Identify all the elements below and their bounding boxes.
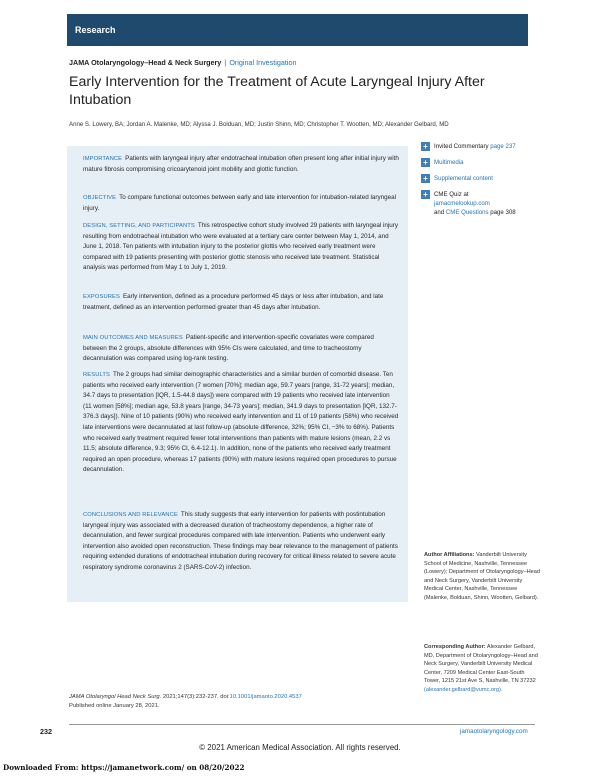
invited-commentary-label: Invited Commentary [434, 143, 489, 150]
supplemental-label[interactable]: Supplemental content [434, 175, 493, 182]
published-online: Published online January 28, 2021. [69, 703, 160, 709]
abstract-objective [83, 193, 399, 214]
invited-commentary-page-link[interactable]: page 237 [490, 143, 516, 150]
cme-label: CME Quiz at [434, 191, 469, 198]
corresponding-email-link[interactable]: (alexander.gelbard@vumc.org). [424, 686, 503, 693]
citation-details: 2021;147(3):232-237. doi: [162, 694, 230, 700]
affiliations-label: Author Affiliations: [424, 552, 475, 558]
abstract-box [67, 146, 408, 602]
journal-name: JAMA Otolaryngology–Head & Neck Surgery [69, 58, 222, 67]
article-title: Early Intervention for the Treatment of Acute Laryngeal Injury After Intubation [69, 74, 485, 108]
outcomes-heading: MAIN OUTCOMES AND MEASURES [83, 335, 183, 341]
conclusions-heading: CONCLUSIONS AND RELEVANCE [83, 512, 178, 518]
outcomes-text: Patient-specific and intervention-specific covariates were compared between the 2 groups, absolute differences with 95% CIs were calculated, and time to tracheostomy decannulation was compared using log-rank testing. [83, 334, 374, 363]
cme-and: and [434, 209, 445, 216]
page-number: 232 [40, 727, 52, 736]
author-affiliations [424, 551, 542, 603]
journal-site-link[interactable]: jamaotolaryngology.com [460, 728, 528, 735]
abstract-exposures [83, 292, 399, 313]
corresponding-label: Corresponding Author: [424, 644, 486, 650]
copyright-notice: © 2021 American Medical Association. All rights reserved. [199, 743, 401, 752]
exposures-heading: EXPOSURES [83, 294, 120, 300]
top-banner [0, 0, 600, 46]
cme-site-link[interactable]: jamacmelookup.com [434, 200, 490, 207]
abstract-results [83, 370, 399, 476]
importance-text: Patients with laryngeal injury after endotracheal intubation often present long after initial injury with mature fibrosis compromising cricoarytenoid joint mobility and glottic function. [83, 155, 399, 173]
journal-separator: | [224, 58, 227, 67]
download-stamp: Downloaded From: https://jamanetwork.com/ on 08/20/2022 [3, 763, 245, 772]
plus-icon: + [421, 158, 430, 167]
multimedia-label[interactable]: Multimedia [434, 159, 464, 166]
author-list: Anne S. Lowery, BA; Jordan A. Malenke, MD; Alyssa J. Bolduan, MD; Justin Shinn, MD; Christopher T. Wootten, MD; Alexander Gelbard, MD [69, 121, 449, 128]
corresponding-author [424, 643, 542, 695]
exposures-text: Early intervention, defined as a procedure performed 45 days or less after intubation, and late treatment, defined as an intervention performed greater than 45 days after intubation. [83, 293, 384, 311]
results-heading: RESULTS [83, 372, 111, 378]
results-text: The 2 groups had similar demographic characteristics and a similar burden of comorbid disease. Ten patients who received early intervention (7 women [70%]; median age, 59.7 years [range, 31-72 years]; median, 34.7 days to presentation [IQR, 1.5-44.8 days]) were compared with 19 patients who received late intervention (11 women [58%]; median age, 53.8 years [range, 34-73 years]; median, 341.9 days to presentation [IQR, 132.7-376.3 days]). Nine of 10 patients (90%) who received early intervention and 11 of 19 patients (58%) who received late interventions were decannulated at last follow-up (absolute difference, 32%; 95% CI, −3% to 68%). Patients who received early treatment required fewer total interventions than patients with mature lesions (mean, 2.2 vs 11.5; absolute difference, 9.3; 95% CI, 6.4-12.1). In addition, none of the patients who received early treatment required an open procedure, whereas 17 patients (90%) with mature lesions required open procedures to pursue decannulation. [83, 371, 399, 474]
plus-icon: + [421, 142, 430, 151]
design-text: This retrospective cohort study involved 29 patients with laryngeal injury resulting from endotracheal intubation who were evaluated at a tertiary care center between May 1, 2014, and June 1, 2018. Ten patients with intubation injury to the posterior glottis who received early treatment were compared with 19 patients presenting with posterior glottic stenosis who received late treatment. Statistical analysis was performed from May 1 to July 1, 2019. [83, 222, 399, 272]
affiliations-text: Vanderbilt University School of Medicine, Nashville, Tennessee (Lowery); Department of Otolaryngology–Head and Neck Surgery, Vanderbilt University Medical Center, Nashville, Tennessee (Malenke, Bolduan, Shinn, Wootten, Gelbard). [424, 552, 540, 601]
footer-divider [69, 724, 535, 725]
importance-heading: IMPORTANCE [83, 156, 123, 162]
journal-line [69, 58, 296, 67]
doi-link[interactable]: 10.1001/jamaoto.2020.4537 [229, 694, 302, 700]
objective-heading: OBJECTIVE [83, 195, 117, 201]
design-heading: DESIGN, SETTING, AND PARTICIPANTS [83, 223, 195, 229]
citation-journal: JAMA Otolaryngol Head Neck Surg. [69, 694, 162, 700]
plus-icon: + [421, 190, 430, 199]
section-label: Research [75, 25, 116, 35]
citation [69, 693, 419, 711]
abstract-conclusions [83, 510, 399, 574]
plus-icon: + [421, 174, 430, 183]
cme-questions-link[interactable]: CME Questions [445, 209, 489, 216]
section-tab [67, 14, 528, 46]
abstract-outcomes [83, 333, 399, 365]
cme-page: page 308 [490, 209, 516, 216]
abstract-importance [83, 154, 399, 175]
article-type-link[interactable]: Original Investigation [229, 58, 297, 67]
objective-text: To compare functional outcomes between early and late intervention for intubation-related laryngeal injury. [83, 194, 397, 212]
conclusions-text: This study suggests that early intervention for patients with postintubation laryngeal injury was associated with a decreased duration of tracheostomy dependence, a higher rate of decannulation, and fewer surgical procedures compared with late intervention. Patients who underwent early intervention also avoided open reconstruction. These findings may bear relevance to the management of patients requiring extended durations of endotracheal intubation during recovery for critical illness related to severe acute respiratory syndrome coronavirus 2 (SARS-CoV-2) infection. [83, 511, 398, 571]
corresponding-text: Alexander Gelbard, MD, Department of Otolaryngology–Head and Neck Surgery, Vanderbilt University Medical Center, 7209 Medical Center East-South Tower, 1215 21st Ave S, Nashville, TN 37232 [424, 644, 538, 685]
abstract-design [83, 221, 399, 274]
